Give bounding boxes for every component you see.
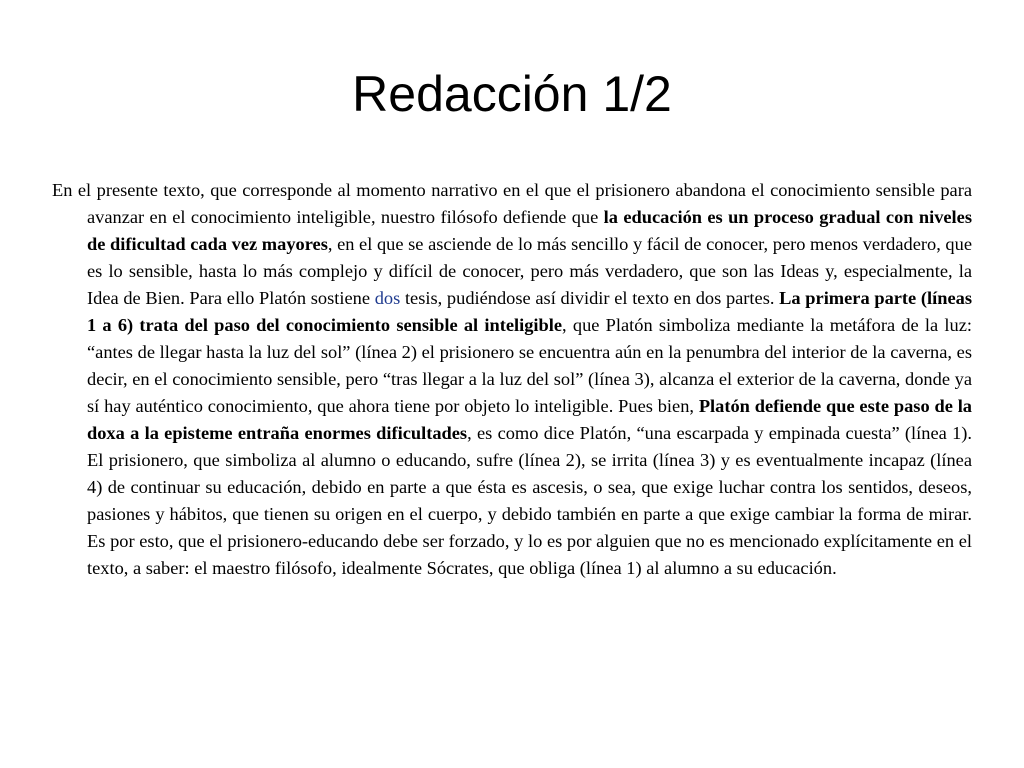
text-run: , es como dice Platón, “una escarpada y empinada cuesta” (línea 1). El prisionero, que simboliza al alumno o educando, sufre (línea 2), se irrita (línea 3) y es eventualmente incapaz (línea 4) de continuar su educación, debido en parte a que ésta es ascesis, o sea, que exige luchar contra los sentidos, deseos, pasiones y hábitos, que tienen su origen en el cuerpo, y debido también en parte a que exige cambiar la forma de mirar. Es por esto, que el prisionero-educando debe ser forzado, y lo es por alguien que no es mencionado explícitamente en el texto, a saber: el maestro filósofo, idealmente Sócrates, que obliga (línea 1) al alumno a su educación.	[87, 423, 972, 578]
bold-thesis-1: la educación es un proceso gradual con niveles de dificultad cada vez mayores	[87, 207, 972, 254]
text-run: En el presente texto, que corresponde al momento narrativo en el que el prisionero abandona el conocimiento sensible para avanzar en el conocimiento inteligible, nuestro filósofo defiende que	[52, 180, 972, 227]
text-run: , que Platón simboliza mediante la metáfora de la luz: “antes de llegar hasta la luz del sol” (línea 2) el prisionero se encuentra aún en la penumbra del interior de la caverna, es decir, en el conocimiento sensible, pero “tras llegar a la luz del sol” (línea 3), alcanza el exterior de la caverna, donde ya sí hay auténtico conocimiento, que ahora tiene por objeto lo inteligible. Pues bien,	[87, 315, 972, 416]
bold-thesis-2: Platón defiende que este paso de la doxa a la episteme entraña enormes dificultades	[87, 396, 973, 443]
accent-word: dos	[374, 288, 401, 308]
body-paragraph	[52, 177, 972, 582]
text-run: tesis, pudiéndose así dividir el texto en dos partes.	[400, 288, 780, 308]
bold-first-part: La primera parte (líneas 1 a 6) trata del paso del conocimiento sensible al inteligible	[87, 288, 972, 335]
slide-title: Redacción 1/2	[352, 66, 672, 122]
text-run: , en el que se asciende de lo más sencillo y fácil de conocer, pero menos verdadero, que es lo sensible, hasta lo más complejo y difícil de conocer, pero más verdadero, que son las Ideas y, especialmente, la Idea de Bien. Para ello Platón sostiene	[87, 234, 972, 308]
